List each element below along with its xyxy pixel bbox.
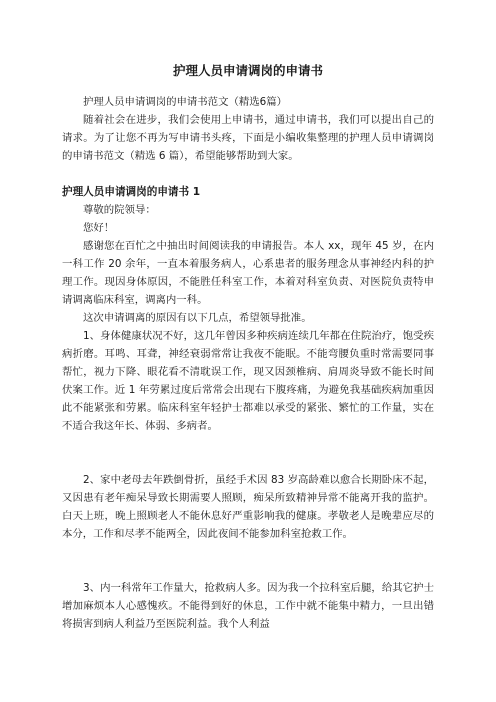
salutation: 尊敬的院领导： bbox=[83, 204, 156, 216]
intro-paragraph: 随着社会在进步，我们会使用上申请书，通过申请书，我们可以提出自己的请求。为了让您不再为写申请书头疼，下面是小编收集整理的护理人员申请调岗的申请书范文（精选 6 篇），希望能够帮助到大家。 bbox=[62, 114, 434, 162]
document-title: 护理人员申请调岗的申请书 bbox=[172, 63, 323, 78]
reason-item-1: 1、身体健康状况不好，这几年曾因多种疾病连续几年都在住院治疗，饱受疾病折磨。耳鸣、耳聋，神经衰弱常常让我夜不能眠。不能弯腰负重时常需要同事帮忙，视力下降、眼花看不清耽误工作，现又因颈椎病、肩周炎导致不能长时间伏案工作。近 1 年劳累过度后常常会出现右下腹疼痛，为避免我基础疾病加重因此不能紧张和劳累。临床科室年轻护士都难以承受的紧张、繁忙的工作量，实在不适合我这年长、体弱、多病者。 bbox=[62, 330, 434, 432]
section-heading: 护理人员申请调岗的申请书 1 bbox=[62, 186, 201, 198]
greeting: 您好！ bbox=[83, 222, 115, 234]
reason-item-3: 3、内一科常年工作量大，抢救病人多。因为我一个拉科室后腿，给其它护士增加麻烦本人心感愧疚。不能得到好的休息，工作中就不能集中精力，一旦出错将损害到病人利益乃至医院利益。我个人利益 bbox=[62, 582, 434, 630]
body-paragraph-2: 这次申请调离的原因有以下几点，希望领导批准。 bbox=[83, 312, 312, 324]
body-paragraph-1: 感谢您在百忙之中抽出时间阅读我的申请报告。本人 xx，现年 45 岁，在内一科工作 20 余年，一直本着服务病人，心系患者的服务理念从事神经内科的护理工作。现因身体原因，不能胜任科室工作，本着对科室负责、对医院负责特申请调离临床科室，调离内一科。 bbox=[62, 240, 434, 306]
subtitle-paragraph: 护理人员申请调岗的申请书范文（精选6篇） bbox=[83, 96, 288, 108]
reason-item-2: 2、家中老母去年跌倒骨折，虽经手术因 83 岁高龄难以愈合长期卧床不起，又因患有老年痴呆导致长期需要人照顾，痴呆所致精神异常不能离开我的监护。白天上班，晚上照顾老人不能休息好严重影响我的健康。孝敬老人是晚辈应尽的本分，工作和尽孝不能两全，因此夜间不能参加科室抢救工作。 bbox=[62, 474, 434, 540]
